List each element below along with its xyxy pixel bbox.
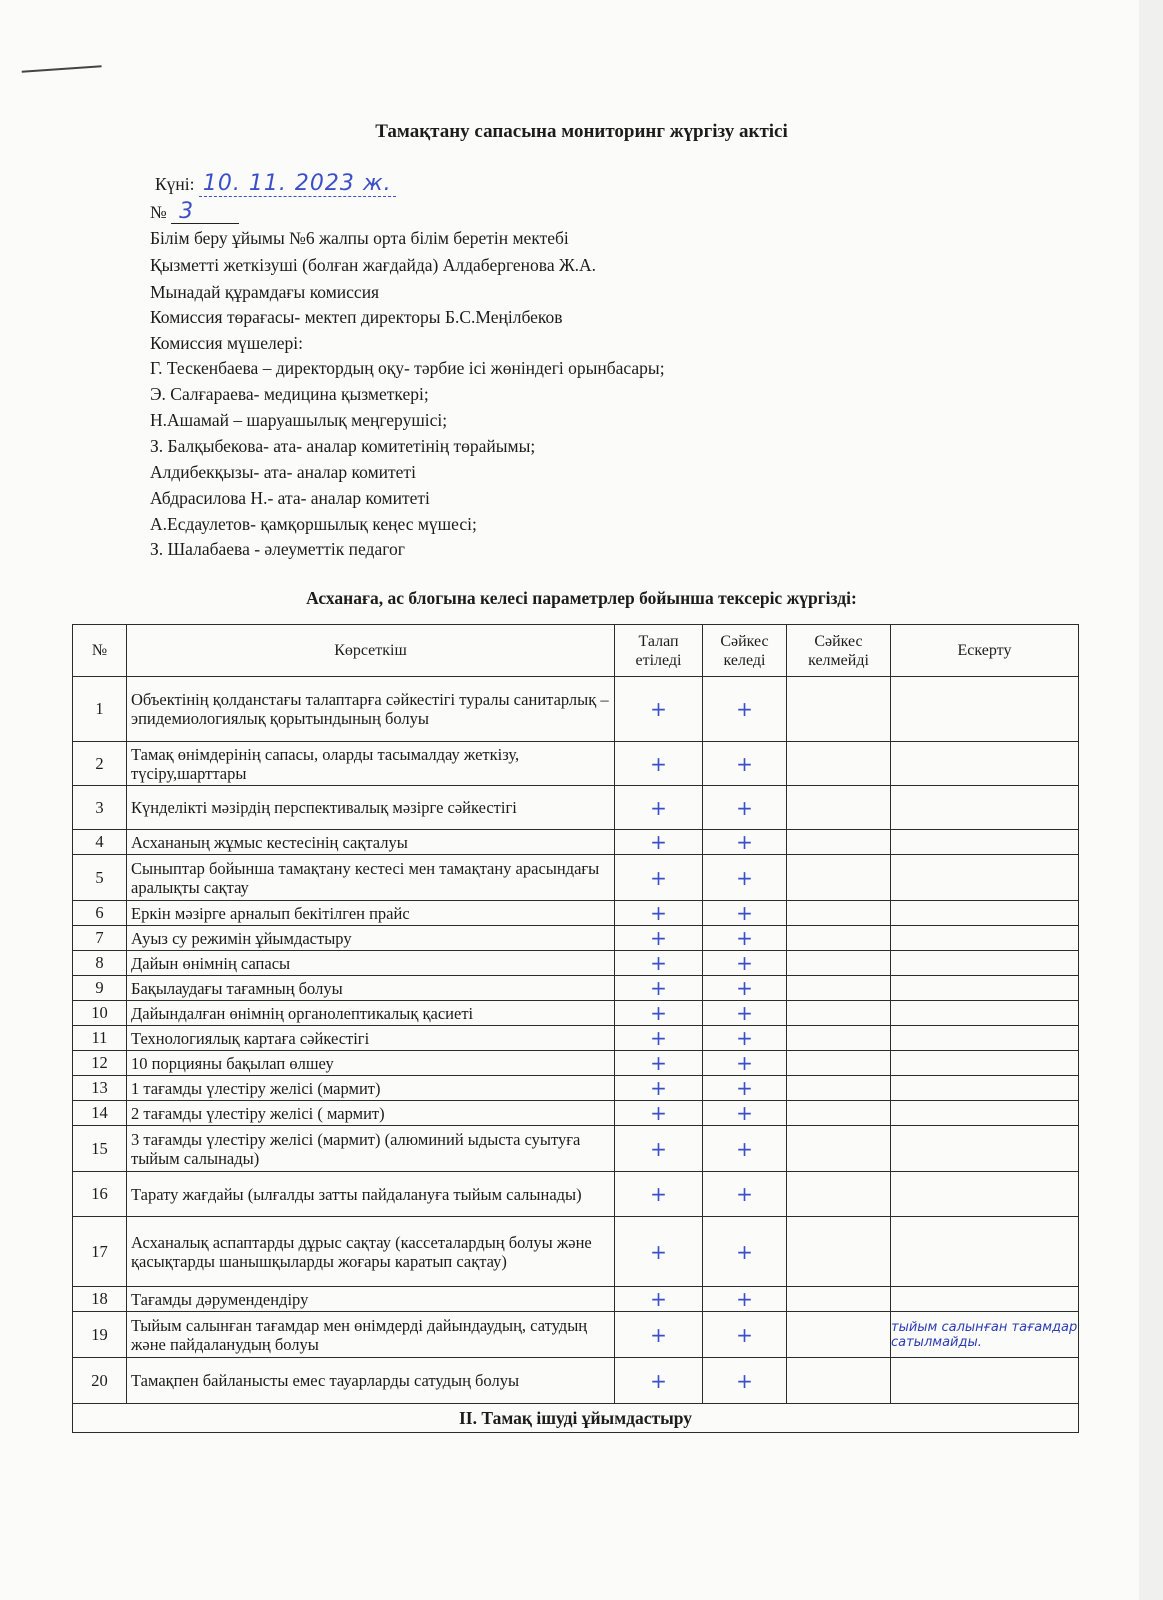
info-line: Э. Салғараева- медицина қызметкері; [150,384,429,404]
row-number: 15 [73,1126,127,1172]
row-number: 7 [73,926,127,951]
row-compliant-mark: + [703,901,787,926]
table-header-row [73,625,1079,677]
row-noncompliant-mark [787,1051,891,1076]
header-compliant: Сәйкес келеді [703,625,787,677]
date-value: 10. 11. 2023 ж. [199,171,396,197]
row-noncompliant-mark [787,926,891,951]
number-label: № [150,202,167,222]
row-note [891,1051,1079,1076]
row-noncompliant-mark [787,1101,891,1126]
row-compliant-mark: + [703,786,787,830]
row-required-mark: + [615,742,703,786]
row-note [891,1001,1079,1026]
row-number: 13 [73,1076,127,1101]
row-note [891,1217,1079,1287]
header-noncompliant: Сәйкес келмейді [787,625,891,677]
table-row [73,786,1079,830]
table-row [73,1076,1079,1101]
row-number: 12 [73,1051,127,1076]
row-note [891,855,1079,901]
row-indicator: Еркін мәзірге арналып бекітілген прайс [127,901,615,926]
date-label: Күні: [155,174,195,194]
row-number: 5 [73,855,127,901]
row-note [891,1126,1079,1172]
inspection-section-title: Асханаға, ас блогына келесі параметрлер бойынша тексеріс жүргізді: [306,588,857,608]
row-indicator: Тағамды дәрумендендіру [127,1287,615,1312]
row-required-mark: + [615,1076,703,1101]
info-line: Комиссия төрағасы- мектеп директоры Б.С.Меңілбеков [150,307,563,327]
row-required-mark: + [615,830,703,855]
info-line: Г. Тескенбаева – директордың оқу- тәрбие ісі жөніндегі орынбасары; [150,358,665,378]
row-required-mark: + [615,855,703,901]
row-number: 2 [73,742,127,786]
row-indicator: Объектінің қолданстағы талаптарға сәйкестігі туралы санитарлық – эпидемиологиялық қорытындының болуы [127,677,615,742]
row-indicator: Сыныптар бойынша тамақтану кестесі мен тамақтану арасындағы аралықты сақтау [127,855,615,901]
table-row [73,926,1079,951]
row-noncompliant-mark [787,1312,891,1358]
row-note [891,1172,1079,1217]
row-number: 19 [73,1312,127,1358]
info-line: Білім беру ұйымы №6 жалпы орта білім беретін мектебі [150,228,569,248]
row-note [891,786,1079,830]
row-note [891,677,1079,742]
row-number: 3 [73,786,127,830]
row-note: тыйым салынған тағамдар сатылмайды. [891,1312,1079,1358]
table-row [73,1051,1079,1076]
row-number: 1 [73,677,127,742]
row-number: 17 [73,1217,127,1287]
row-number: 18 [73,1287,127,1312]
table-row [73,901,1079,926]
info-line: Н.Ашамай – шаруашылық меңгерушісі; [150,410,448,430]
row-compliant-mark: + [703,1358,787,1404]
row-indicator: Тамақ өнімдерінің сапасы, оларды тасымалдау жеткізу, түсіру,шарттары [127,742,615,786]
row-number: 16 [73,1172,127,1217]
row-number: 6 [73,901,127,926]
row-required-mark: + [615,1051,703,1076]
table-row [73,1312,1079,1358]
row-required-mark: + [615,1172,703,1217]
row-noncompliant-mark [787,1026,891,1051]
info-line: З. Балқыбекова- ата- аналар комитетінің төрайымы; [150,436,536,456]
row-indicator: Технологиялық картаға сәйкестігі [127,1026,615,1051]
row-compliant-mark: + [703,677,787,742]
row-compliant-mark: + [703,926,787,951]
table-row [73,976,1079,1001]
row-required-mark: + [615,1287,703,1312]
row-indicator: Тамақпен байланысты емес тауарларды сатудың болуы [127,1358,615,1404]
document-title: Тамақтану сапасына мониторинг жүргізу актісі [375,121,788,142]
row-required-mark: + [615,1217,703,1287]
row-required-mark: + [615,1101,703,1126]
row-compliant-mark: + [703,742,787,786]
header-num: № [73,625,127,677]
row-indicator: Бақылаудағы тағамның болуы [127,976,615,1001]
table-row [73,1126,1079,1172]
row-note [891,1026,1079,1051]
row-noncompliant-mark [787,1126,891,1172]
row-noncompliant-mark [787,855,891,901]
row-indicator: Ауыз су режимін ұйымдастыру [127,926,615,951]
section-footer: II. Тамақ ішуді ұйымдастыру [73,1404,1079,1433]
row-required-mark: + [615,1001,703,1026]
row-required-mark: + [615,1126,703,1172]
info-line: Мынадай құрамдағы комиссия [150,282,380,302]
row-note [891,1076,1079,1101]
row-indicator: 10 порцияны бақылап өлшеу [127,1051,615,1076]
row-compliant-mark: + [703,1001,787,1026]
row-note [891,1287,1079,1312]
table-row [73,1217,1079,1287]
row-number: 11 [73,1026,127,1051]
row-compliant-mark: + [703,1217,787,1287]
row-required-mark: + [615,1358,703,1404]
row-required-mark: + [615,1312,703,1358]
table-row [73,1101,1079,1126]
row-noncompliant-mark [787,1172,891,1217]
row-indicator: Асхананың жұмыс кестесінің сақталуы [127,830,615,855]
info-line: Алдибекқызы- ата- аналар комитеті [150,462,416,482]
row-indicator: Дайындалған өнімнің органолептикалық қасиеті [127,1001,615,1026]
row-compliant-mark: + [703,1172,787,1217]
row-number: 4 [73,830,127,855]
header-indicator: Көрсеткіш [127,625,615,677]
row-number: 20 [73,1358,127,1404]
row-noncompliant-mark [787,1076,891,1101]
row-note [891,830,1079,855]
row-compliant-mark: + [703,1126,787,1172]
row-compliant-mark: + [703,1287,787,1312]
date-line [155,173,396,195]
row-required-mark: + [615,786,703,830]
row-noncompliant-mark [787,677,891,742]
row-number: 8 [73,951,127,976]
row-indicator: Күнделікті мәзірдің перспективалық мәзірге сәйкестігі [127,786,615,830]
row-note [891,1101,1079,1126]
row-note [891,976,1079,1001]
row-indicator: Тарату жағдайы (ылғалды затты пайдалануға тыйым салынады) [127,1172,615,1217]
header-required: Талап етіледі [615,625,703,677]
row-compliant-mark: + [703,1101,787,1126]
info-line: Абдрасилова Н.- ата- аналар комитеті [150,488,430,508]
row-number: 10 [73,1001,127,1026]
row-noncompliant-mark [787,951,891,976]
row-note [891,1358,1079,1404]
row-noncompliant-mark [787,976,891,1001]
info-line: Қызметті жеткізуші (болған жағдайда) Алдабергенова Ж.А. [150,255,597,275]
table-row [73,855,1079,901]
row-required-mark: + [615,976,703,1001]
row-indicator: 1 тағамды үлестіру желісі (мармит) [127,1076,615,1101]
row-required-mark: + [615,926,703,951]
row-noncompliant-mark [787,830,891,855]
table-row [73,951,1079,976]
row-noncompliant-mark [787,786,891,830]
row-note [891,926,1079,951]
table-row [73,1287,1079,1312]
row-noncompliant-mark [787,1217,891,1287]
row-note [891,901,1079,926]
row-compliant-mark: + [703,1051,787,1076]
row-required-mark: + [615,951,703,976]
row-indicator: Асханалық аспаптарды дұрыс сақтау (кассеталардың болуы және қасықтарды шанышқыларды жоғары каратып сақтау) [127,1217,615,1287]
info-line: Комиссия мүшелері: [150,333,304,353]
row-noncompliant-mark [787,1001,891,1026]
row-noncompliant-mark [787,901,891,926]
row-noncompliant-mark [787,742,891,786]
row-indicator: Дайын өнімнің сапасы [127,951,615,976]
table-row [73,830,1079,855]
table-row [73,1358,1079,1404]
inspection-table [72,624,1079,1433]
row-note [891,742,1079,786]
number-line [150,201,239,224]
header-note: Ескерту [891,625,1079,677]
section-footer-row [73,1404,1079,1433]
table-row [73,1001,1079,1026]
table-row [73,677,1079,742]
info-line: А.Есдаулетов- қамқоршылық кеңес мүшесі; [150,514,477,534]
table-row [73,1172,1079,1217]
row-compliant-mark: + [703,976,787,1001]
row-required-mark: + [615,1026,703,1051]
row-noncompliant-mark [787,1358,891,1404]
row-number: 14 [73,1101,127,1126]
row-compliant-mark: + [703,1026,787,1051]
row-noncompliant-mark [787,1287,891,1312]
row-compliant-mark: + [703,855,787,901]
row-compliant-mark: + [703,830,787,855]
row-note [891,951,1079,976]
row-required-mark: + [615,901,703,926]
row-compliant-mark: + [703,951,787,976]
row-number: 9 [73,976,127,1001]
info-line: З. Шалабаева - әлеуметтік педагог [150,539,405,559]
row-indicator: Тыйым салынған тағамдар мен өнімдерді дайындаудың, сатудың және пайдаланудың болуы [127,1312,615,1358]
row-indicator: 3 тағамды үлестіру желісі (мармит) (алюминий ыдыста суытуға тыйым салынады) [127,1126,615,1172]
row-required-mark: + [615,677,703,742]
number-value: 3 [171,201,239,224]
scan-mark [22,65,103,83]
table-row [73,742,1079,786]
table-row [73,1026,1079,1051]
row-compliant-mark: + [703,1312,787,1358]
row-indicator: 2 тағамды үлестіру желісі ( мармит) [127,1101,615,1126]
row-compliant-mark: + [703,1076,787,1101]
